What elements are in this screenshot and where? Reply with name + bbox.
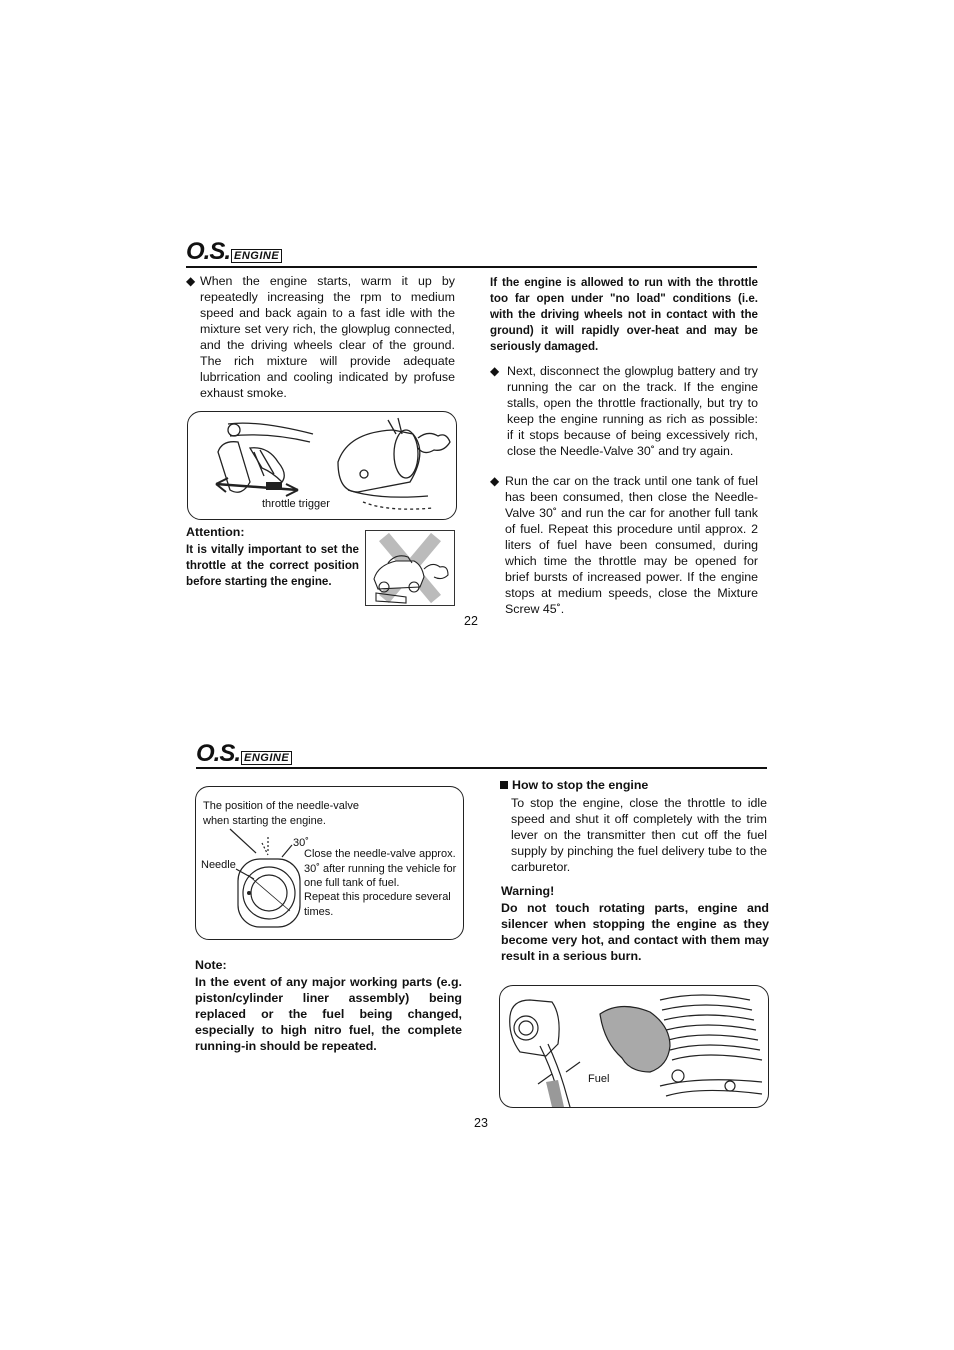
warning-text: Do not touch rotating parts, engine and silencer when stopping the engine as they become very hot, and contact with them may result in a serious burn. [501, 901, 769, 963]
stop-heading [500, 778, 648, 792]
car-crossed-illustration [366, 531, 454, 605]
fuel-label: Fuel [588, 1073, 610, 1085]
diamond-bullet-icon: ◆ [186, 274, 196, 288]
logo-os: O.S. [196, 740, 241, 767]
needle-instruction-line5: times. [304, 906, 334, 918]
attention-text: It is vitally important to set the throttle at the correct position before starting the engine. [186, 543, 359, 588]
needle-label: Needle [201, 859, 236, 871]
page-number-22: 22 [464, 614, 478, 628]
stop-heading-text: How to stop the engine [512, 778, 649, 792]
needle-instruction-line3: one full tank of fuel. [304, 877, 400, 889]
stop-text: To stop the engine, close the throttle to idle speed and shut it off completely with the trim lever on the transmitter then cut off the fuel supply by pinching the fuel delivery tube to the carburetor. [511, 796, 767, 874]
logo-os: O.S. [186, 238, 231, 265]
needle-caption-line2: when starting the engine. [203, 815, 326, 827]
run-text: Run the car on the track until one tank of fuel has been consumed, then close the Needle-Valve 30˚ and run the car for another full tank of fuel. Repeat this procedure until approx. 2 liters of fuel have been consumed, during which time the throttle may be opened for brief bursts of increased power. If the engine stops at medium speeds, close the Mixture Screw 45˚. [505, 474, 758, 616]
diamond-bullet-icon: ◆ [490, 364, 500, 378]
next-text: Next, disconnect the glowplug battery and try running the car on the track. If the engine stalls, open the throttle fractionally, but try to keep the engine running as rich as possible: if it stops because of being excessively rich, close the Needle-Valve 30˚ and try again. [507, 364, 758, 458]
fuel-pinch-illustration [500, 986, 768, 1107]
warmup-bullet [186, 273, 455, 401]
os-engine-logo [186, 238, 282, 266]
os-engine-logo [196, 740, 292, 768]
attention-title: Attention: [186, 525, 245, 539]
header-rule [196, 767, 767, 769]
no-load-car-figure [365, 530, 455, 606]
needle-caption-line1: The position of the needle-valve [203, 800, 359, 812]
logo-engine: ENGINE [231, 249, 282, 263]
angle-label: 30˚ [293, 837, 309, 849]
needle-valve-figure [195, 786, 464, 940]
note-text: In the event of any major working parts (e.g. piston/cylinder liner assembly) being replaced or the fuel being changed, especially to high nitro fuel, the complete running-in should be repeated. [195, 975, 462, 1053]
run-bullet [490, 473, 758, 617]
logo-engine: ENGINE [241, 751, 292, 765]
warmup-text: When the engine starts, warm it up by repeatedly increasing the rpm to medium speed and back again to a fast idle with the mixture set very rich, the glowplug connected, and the driving wheels clear of the ground. The rich mixture will provide adequate lubrrication and cooling indicated by profuse exhaust smoke. [200, 274, 455, 400]
page-number-23: 23 [474, 1116, 488, 1130]
square-bullet-icon [500, 781, 508, 789]
needle-instruction-line1: Close the needle-valve approx. [304, 848, 456, 860]
needle-instruction-line4: Repeat this procedure several [304, 891, 451, 903]
next-bullet [490, 363, 758, 459]
throttle-figure [187, 411, 457, 520]
warning-title: Warning! [501, 884, 555, 898]
diamond-bullet-icon: ◆ [490, 474, 500, 488]
overheat-warning: If the engine is allowed to run with the throttle too far open under "no load" conditions (i.e. with the driving wheels not in contact with the ground) it will rapidly over-heat and may be seriously damaged. [490, 276, 758, 353]
throttle-trigger-label: throttle trigger [262, 498, 330, 510]
note-title: Note: [195, 958, 227, 972]
header-rule [186, 266, 757, 268]
fuel-pinch-figure [499, 985, 769, 1108]
needle-instruction-line2: 30˚ after running the vehicle for [304, 863, 457, 875]
